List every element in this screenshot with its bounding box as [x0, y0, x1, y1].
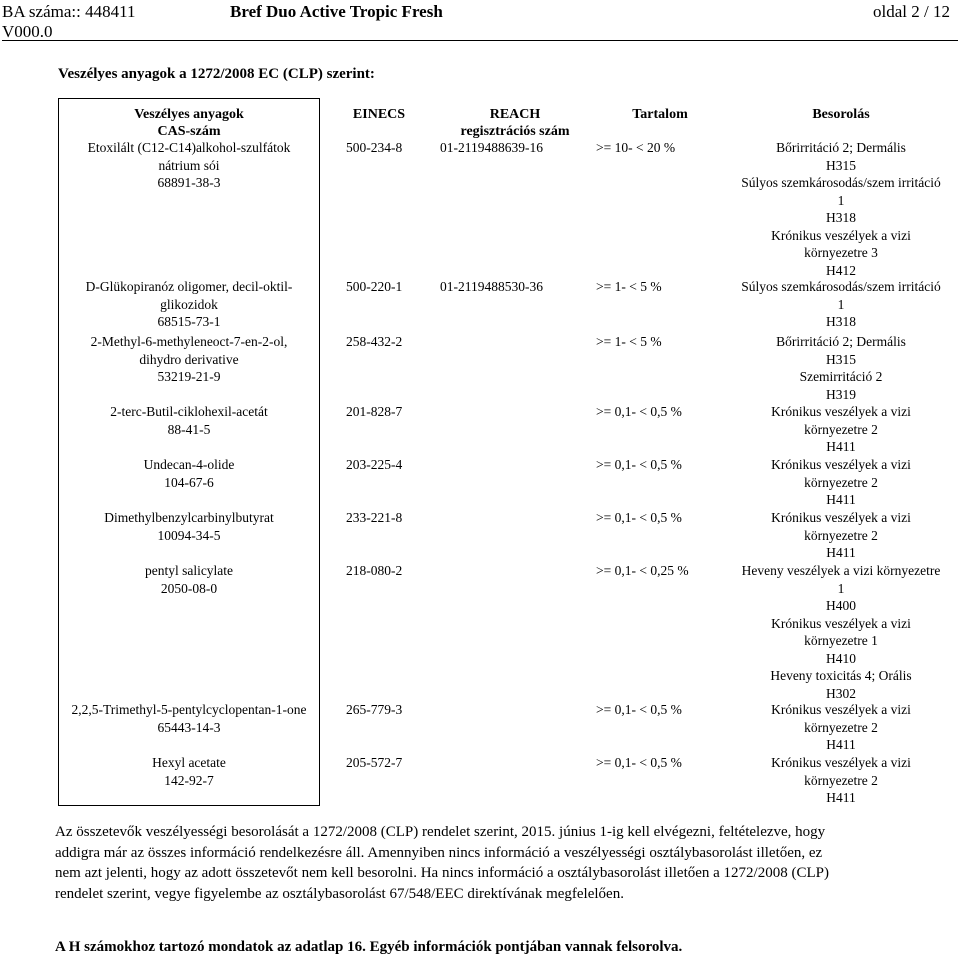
product-name: Bref Duo Active Tropic Fresh [230, 2, 443, 21]
classification-line: Heveny toxicitás 4; Orális [770, 668, 912, 683]
content-value: >= 0,1- < 0,5 % [596, 457, 682, 472]
classification-line: H411 [826, 545, 856, 560]
substance-name: 2-Methyl-6-methyleneoct-7-en-2-ol, [90, 334, 288, 349]
classification-line: 1 [837, 192, 845, 208]
classification-line: Bőrirritáció 2; Dermális [776, 334, 906, 349]
cas-number: 10094-34-5 [157, 527, 221, 543]
column-header-reach-line: REACH [489, 107, 541, 122]
classification-line: H315 [826, 351, 856, 367]
einecs-value: 258-432-2 [346, 334, 403, 349]
classification-line: H315 [826, 157, 856, 173]
column-header-substance [60, 106, 318, 140]
classification-line: 1 [837, 296, 845, 312]
classification-line: Súlyos szemkárosodás/szem irritáció [741, 279, 941, 294]
classification-line: környezetre 2 [804, 719, 878, 735]
classification-line: H411 [826, 492, 856, 507]
column-header-substance-line: Veszélyes anyagok [134, 107, 244, 122]
table-row-substance [60, 509, 318, 544]
column-header-cas-line: CAS-szám [157, 124, 221, 139]
classification-line: Bőrirritáció 2; Dermális [776, 140, 906, 155]
classification-line: H400 [826, 598, 856, 613]
table-row-substance [60, 139, 318, 192]
classification-value [720, 278, 960, 331]
classification-line: környezetre 1 [804, 633, 878, 648]
content-value: >= 0,1- < 0,25 % [596, 563, 689, 578]
classification-value [720, 701, 960, 754]
column-header-reach [440, 106, 590, 140]
classification-line: 1 [837, 580, 845, 596]
column-header-reach-line: regisztrációs szám [460, 124, 570, 139]
cas-number: 68515-73-1 [157, 314, 221, 329]
classification-value [720, 509, 960, 562]
classification-line: Krónikus veszélyek a vizi [771, 227, 911, 243]
einecs-value: 233-221-8 [346, 510, 403, 525]
substance-name: pentyl salicylate [144, 563, 234, 578]
table-row-substance [60, 754, 318, 789]
cas-number: 68891-38-3 [157, 175, 221, 190]
cas-number: 104-67-6 [164, 474, 214, 490]
classification-line: Súlyos szemkárosodás/szem irritáció [741, 175, 941, 190]
table-row-substance [60, 333, 318, 386]
footnote-line: rendelet szerint, vegye figyelembe az osztálybasorolást 67/548/EEC direktívának megfelelően. [55, 885, 624, 902]
classification-line: H302 [826, 685, 856, 701]
classification-line: H411 [826, 790, 856, 805]
classification-line: Krónikus veszélyek a vizi [771, 510, 911, 525]
classification-value [720, 403, 960, 456]
substance-name: dihydro derivative [139, 351, 239, 367]
classification-line: Heveny veszélyek a vizi környezetre [741, 563, 941, 578]
substance-name: D-Glükopiranóz oligomer, decil-oktil- [85, 279, 293, 294]
einecs-value: 265-779-3 [346, 702, 403, 717]
cas-number: 53219-21-9 [157, 369, 221, 384]
content-value: >= 0,1- < 0,5 % [596, 404, 682, 419]
classification-line: Szemirritáció 2 [799, 369, 883, 384]
classification-value [720, 333, 960, 403]
table-row-substance [60, 701, 318, 736]
einecs-value: 205-572-7 [346, 755, 403, 770]
substance-name: glikozidok [160, 296, 218, 312]
classification-line: Krónikus veszélyek a vizi [771, 702, 911, 717]
classification-line: H410 [826, 650, 856, 666]
einecs-value: 203-225-4 [346, 457, 403, 472]
substance-name: 2,2,5-Trimethyl-5-pentylcyclopentan-1-one [71, 702, 307, 717]
content-value: >= 0,1- < 0,5 % [596, 755, 682, 770]
classification-value [720, 139, 960, 279]
column-header-einecs: EINECS [352, 107, 406, 122]
content-value: >= 0,1- < 0,5 % [596, 510, 682, 525]
ba-number: BA száma:: 448411 [2, 2, 136, 21]
einecs-value: 201-828-7 [346, 404, 403, 419]
classification-line: Krónikus veszélyek a vizi [771, 404, 911, 419]
content-value: >= 0,1- < 0,5 % [596, 702, 682, 717]
substance-name: Dimethylbenzylcarbinylbutyrat [104, 510, 274, 525]
classification-line: Krónikus veszélyek a vizi [771, 457, 911, 472]
section-title: Veszélyes anyagok a 1272/2008 EC (CLP) szerint: [58, 66, 375, 82]
substance-column-frame [58, 98, 320, 806]
classification-line: környezetre 2 [804, 474, 878, 490]
substance-name: 2-terc-Butil-ciklohexil-acetát [110, 404, 268, 419]
header-divider [2, 40, 958, 41]
content-value: >= 10- < 20 % [596, 140, 676, 155]
substance-name: nátrium sói [158, 157, 220, 173]
classification-line: környezetre 2 [804, 772, 878, 788]
einecs-value: 500-220-1 [346, 279, 403, 294]
substance-name: Hexyl acetate [152, 755, 226, 770]
cas-number: 2050-08-0 [160, 580, 218, 596]
table-row-substance [60, 562, 318, 597]
reach-value: 01-2119488639-16 [440, 140, 543, 155]
classification-line: H318 [826, 210, 856, 225]
cas-number: 65443-14-3 [157, 719, 221, 735]
content-value: >= 1- < 5 % [596, 279, 662, 294]
einecs-value: 218-080-2 [346, 563, 403, 578]
column-header-classification: Besorolás [812, 107, 870, 122]
table-row-substance [60, 278, 318, 331]
classification-footnote [55, 822, 935, 904]
header-meta [2, 2, 135, 42]
substance-name: Etoxilált (C12-C14)alkohol-szulfátok [87, 140, 291, 155]
classification-line: környezetre 2 [804, 527, 878, 543]
classification-value [720, 754, 960, 807]
h-statement-note: A H számokhoz tartozó mondatok az adatlap 16. Egyéb információk pontjában vannak felsorolva. [55, 939, 683, 955]
reach-value: 01-2119488530-36 [440, 279, 543, 294]
classification-line: környezetre 2 [804, 421, 878, 437]
classification-line: H412 [826, 262, 856, 278]
footnote-line: addigra már az összes információ rendelkezésre áll. Amennyiben nincs információ a veszélyességi osztálybasorolást illetően, ez [55, 844, 823, 861]
classification-line: Krónikus veszélyek a vizi [771, 615, 911, 631]
classification-value [720, 562, 960, 702]
page-number: oldal 2 / 12 [873, 2, 950, 21]
classification-line: H411 [826, 737, 856, 752]
classification-line: H411 [826, 439, 856, 454]
footnote-line: Az összetevők veszélyességi besorolását a 1272/2008 (CLP) rendelet szerint, 2015. június 1-ig kell elvégezni, feltételezve, hogy [55, 824, 826, 840]
classification-line: H319 [826, 386, 856, 402]
classification-line: környezetre 3 [804, 245, 878, 260]
page-header [2, 0, 958, 44]
table-row-substance [60, 456, 318, 491]
classification-line: Krónikus veszélyek a vizi [771, 755, 911, 770]
footnote-line: nem azt jelenti, hogy az adott összetevőt nem kell besorolni. Ha nincs információ a osztálybasorolást illetően a 1272/2008 (CLP) [55, 865, 829, 881]
content-value: >= 1- < 5 % [596, 334, 662, 349]
cas-number: 142-92-7 [164, 772, 214, 788]
table-row-substance [60, 403, 318, 438]
classification-value [720, 456, 960, 509]
substance-name: Undecan-4-olide [143, 457, 235, 472]
version: V000.0 [2, 22, 53, 41]
einecs-value: 500-234-8 [346, 140, 403, 155]
cas-number: 88-41-5 [167, 421, 211, 437]
classification-line: H318 [826, 314, 856, 329]
column-header-content: Tartalom [632, 107, 688, 122]
